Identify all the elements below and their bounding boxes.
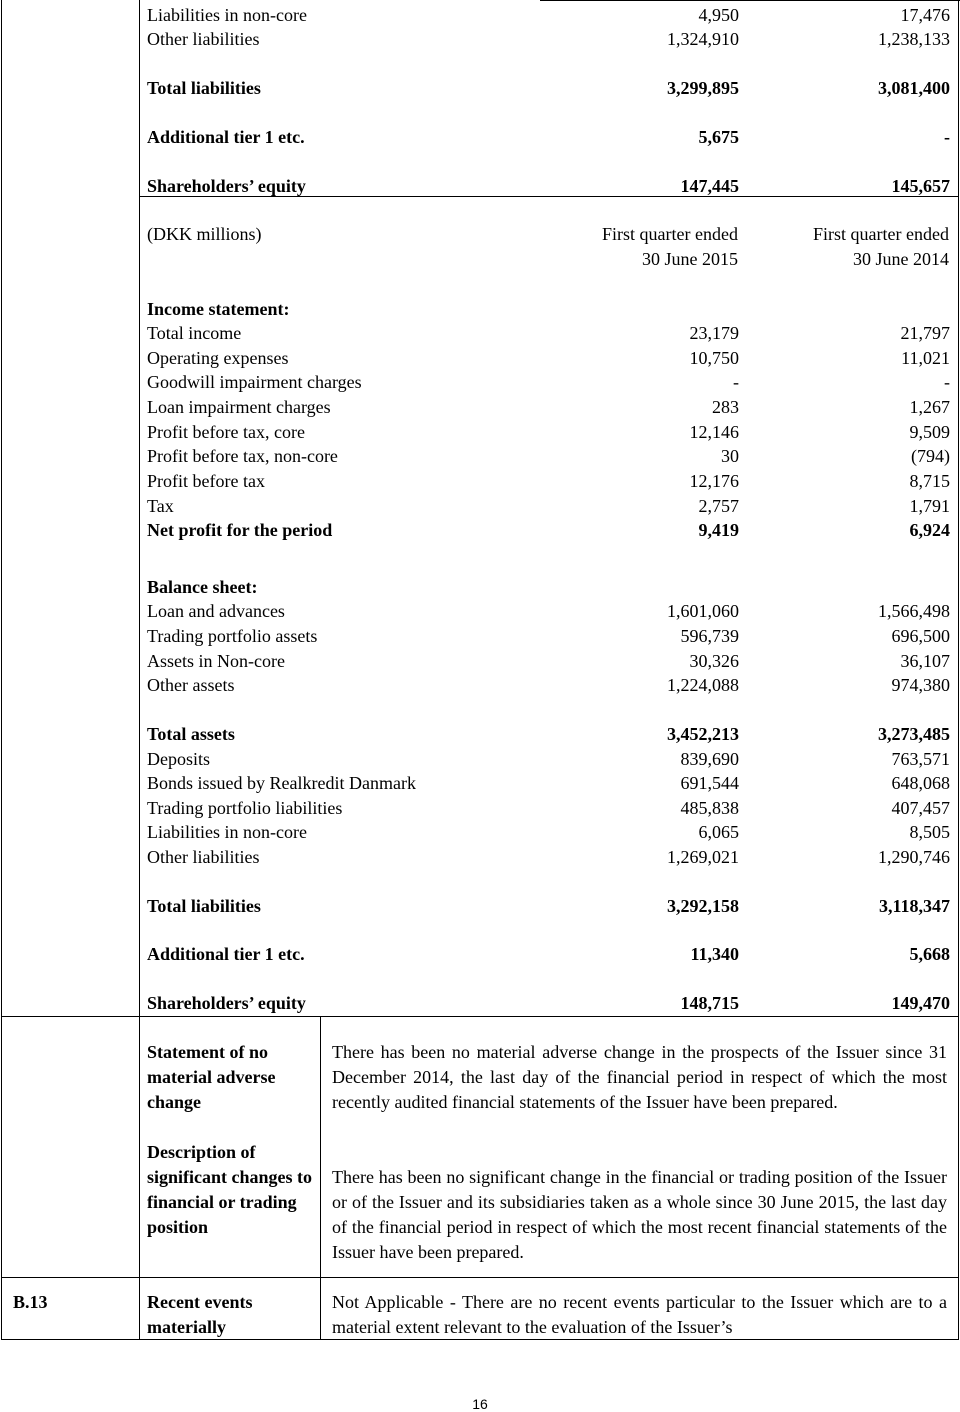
table-row [147,796,950,820]
row-value-col2: 763,571 [891,749,950,769]
row-label: Total income [147,323,242,343]
row-value-col2: 36,107 [900,651,950,671]
row-label: Total assets [147,724,235,744]
row-label: Shareholders’ equity [147,993,306,1013]
row-label: Other liabilities [147,29,260,49]
table-row [147,518,950,542]
row-value-col1: 6,065 [698,822,739,842]
table-row [147,297,950,321]
row-value-col1: - [733,372,739,392]
row-value-col2: 648,068 [891,773,950,793]
row-value-col1: 3,292,158 [667,896,739,916]
col1-header: First quarter ended 30 June 2015 [602,224,738,269]
row-label: Loan and advances [147,601,285,621]
row-value-col1: 12,176 [689,471,739,491]
row-label: Operating expenses [147,348,289,368]
table-row [147,321,950,345]
table-row [147,599,950,623]
table-row [147,845,950,869]
table-row [147,942,950,966]
table-row [147,722,950,746]
row-value-col1: 3,299,895 [667,78,739,98]
row-value-col2: 1,566,498 [878,601,950,621]
left-border [1,0,2,1340]
row-value-col1: 1,269,021 [667,847,739,867]
table-row [147,894,950,918]
row-value-col2: 407,457 [891,798,950,818]
row-value-col1: 10,750 [689,348,739,368]
row-label: Bonds issued by Realkredit Danmark [147,773,416,793]
row-value-col2: - [944,127,950,147]
row-label: Profit before tax [147,471,265,491]
table-row [147,624,950,648]
row-value-col1: 596,739 [680,626,739,646]
row-value-col1: 1,324,910 [667,29,739,49]
row-value-col2: 5,668 [909,944,950,964]
table-row [147,174,950,198]
row-value-col1: 283 [712,397,739,417]
row-value-col1: 3,452,213 [667,724,739,744]
col2-header: First quarter ended 30 June 2014 [813,224,949,269]
row-value-col1: 4,950 [698,5,739,25]
row-label: Profit before tax, core [147,422,305,442]
table-row [147,771,950,795]
table-row [147,395,950,419]
row-value-col1: 12,146 [689,422,739,442]
row-value-col1: 485,838 [680,798,739,818]
row-value-col2: 1,791 [909,496,950,516]
unit-label: (DKK millions) [147,224,262,244]
row-value-col2: 145,657 [891,176,950,196]
b13-code: B.13 [13,1292,48,1312]
row-label: Tax [147,496,174,516]
row-label: Balance sheet: [147,577,258,597]
table-row [147,125,950,149]
table-row [147,747,950,771]
col-divider-2 [320,1016,321,1340]
row-value-col1: 11,340 [690,944,739,964]
row-label: Trading portfolio assets [147,626,318,646]
row-label: Deposits [147,749,210,769]
row-value-col2: 9,509 [909,422,950,442]
table-row [147,370,950,394]
row-label: Shareholders’ equity [147,176,306,196]
row-value-col2: 8,715 [909,471,950,491]
row-label: Liabilities in non-core [147,5,307,25]
table-row [147,673,950,697]
table-row [147,3,950,27]
row-value-col1: 9,419 [698,520,739,540]
row-value-col1: 2,757 [698,496,739,516]
row-value-col2: 3,118,347 [878,896,950,916]
b12-heading-2: Description of significant changes to financial or trading position [147,1142,313,1237]
row-label: Loan impairment charges [147,397,331,417]
row-value-col2: 974,380 [891,675,950,695]
row-value-col2: 696,500 [891,626,950,646]
row-value-col2: 3,081,400 [878,78,950,98]
row-value-col2: 21,797 [900,323,950,343]
b12-paragraph-2: There has been no significant change in the financial or trading position of the Issuer or of the Issuer and its subsidiaries taken as a whole since 30 June 2015, the last day of the financial period in respect of which the most recent financial statements of the Issuer have been prepared. [332,1167,947,1262]
table-row [147,27,950,51]
row-value-col1: 30 [721,446,739,466]
row-value-col2: 11,021 [901,348,950,368]
table-row [147,469,950,493]
row-value-col1: 5,675 [698,127,739,147]
row-value-col2: 1,290,746 [878,847,950,867]
row-value-col2: - [944,372,950,392]
row-value-col2: 1,238,133 [878,29,950,49]
row-value-col2: 3,273,485 [878,724,950,744]
row-value-col2: (794) [911,446,950,466]
table-row [147,575,950,599]
table-row [147,420,950,444]
b12-paragraph-1: There has been no material adverse change in the prospects of the Issuer since 31 December 2014, the last day of the financial period in respect of which the most recently audited financial statements of the Issuer have been prepared. [332,1042,947,1112]
row-value-col1: 30,326 [689,651,739,671]
row-value-col1: 147,445 [680,176,739,196]
table-row [147,346,950,370]
top-rule [540,0,960,1]
row-label: Assets in Non-core [147,651,285,671]
row-value-col2: 149,470 [891,993,950,1013]
b13-paragraph: Not Applicable - There are no recent events particular to the Issuer which are to a material extent relevant to the evaluation of the Issuer’s [332,1292,947,1337]
row-value-col2: 1,267 [909,397,950,417]
rule-before-b13 [1,1277,959,1278]
row-label: Total liabilities [147,896,261,916]
col-divider-1 [139,0,140,1340]
table-row [147,494,950,518]
row-label: Additional tier 1 etc. [147,127,305,147]
row-value-col1: 839,690 [680,749,739,769]
row-label: Liabilities in non-core [147,822,307,842]
b13-heading: Recent events materially [147,1292,253,1337]
rule-before-b12 [1,1016,959,1017]
table-row [147,444,950,468]
row-label: Other assets [147,675,235,695]
row-value-col1: 148,715 [680,993,739,1013]
page-number: 16 [472,1396,488,1412]
b12-heading-1: Statement of no material adverse change [147,1042,276,1112]
table-row [147,649,950,673]
table-row [147,76,950,100]
row-label: Total liabilities [147,78,261,98]
row-label: Income statement: [147,299,290,319]
right-border [958,0,959,1340]
row-value-col1: 1,224,088 [667,675,739,695]
row-value-col1: 691,544 [680,773,739,793]
row-value-col2: 17,476 [900,5,950,25]
table-row [147,820,950,844]
row-value-col2: 6,924 [909,520,950,540]
row-label: Trading portfolio liabilities [147,798,343,818]
row-label: Profit before tax, non-core [147,446,338,466]
row-label: Other liabilities [147,847,260,867]
row-label: Net profit for the period [147,520,333,540]
row-label: Goodwill impairment charges [147,372,362,392]
table-row [147,991,950,1015]
row-value-col1: 1,601,060 [667,601,739,621]
row-value-col1: 23,179 [689,323,739,343]
row-value-col2: 8,505 [909,822,950,842]
row-label: Additional tier 1 etc. [147,944,305,964]
